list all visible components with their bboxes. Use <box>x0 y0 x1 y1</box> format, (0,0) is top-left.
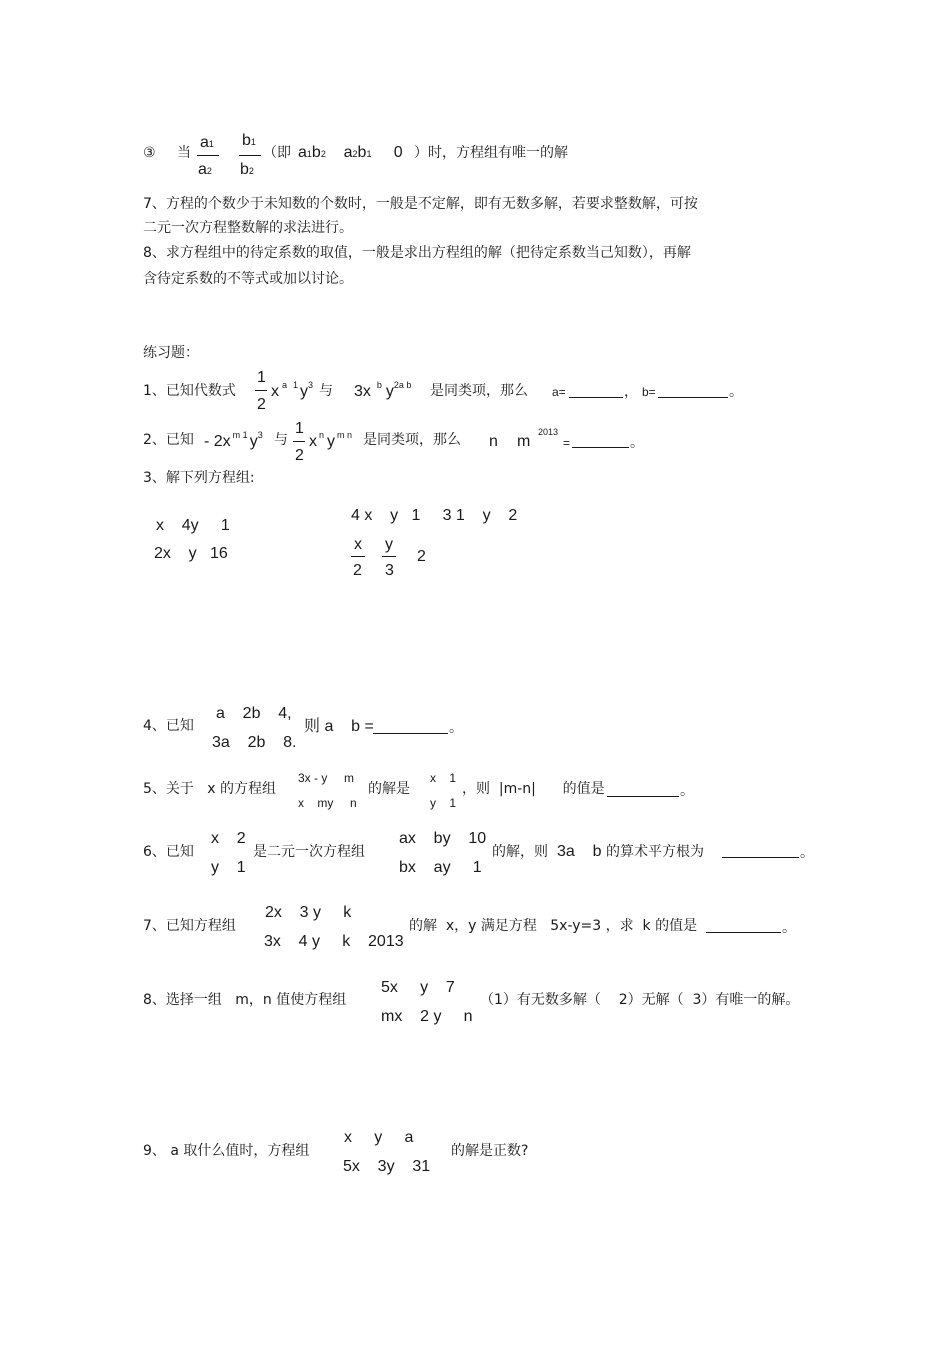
frac-b2: b2 <box>240 161 254 178</box>
q1-b-blank[interactable] <box>658 385 728 398</box>
q2-end: 。 <box>630 435 644 451</box>
q6-tail: 的算术平方根为 <box>606 844 704 860</box>
frac-a2: a2 <box>198 161 212 178</box>
q3-sys2-row1: 4 x y 1 3 1 y 2 <box>351 507 518 524</box>
q1-a-blank[interactable] <box>569 385 623 398</box>
para-8-line-1: 8、求方程组中的待定系数的取值，一般是求出方程组的解（把待定系数当己知数），再解 <box>143 245 691 261</box>
q5-sol-1: x 1 <box>430 771 457 785</box>
q5-then: ，则 |m-n| 的值是 <box>462 781 605 797</box>
q5-end: 。 <box>680 783 694 799</box>
q1-end: 。 <box>729 384 743 400</box>
q2-frac-num: 1 <box>295 420 304 437</box>
q4-row2: 3a 2b 8. <box>212 734 297 751</box>
q2-m: m <box>517 433 531 450</box>
q5-sol-2: y 1 <box>430 796 457 810</box>
q3-sys1-row2: 2x y 16 <box>154 545 228 562</box>
q6-sol-2: y 1 <box>211 859 246 876</box>
q2-mid: 是同类项，那么 <box>363 432 461 448</box>
q2-exp: 2013 <box>538 427 559 437</box>
q7-row2: 3x 4 y k 2013 <box>264 933 404 950</box>
q8-tail: （1）有无数多解（ 2）无解（ 3）有唯一的解。 <box>480 992 800 1008</box>
q3-label: 3、解下列方程组: <box>143 470 255 486</box>
q9-label: 9、 a 取什么值时，方程组 <box>143 1143 310 1159</box>
frac-line-a <box>197 155 219 156</box>
q6-row1: ax by 10 <box>399 830 487 847</box>
q9-tail: 的解是正数? <box>451 1143 529 1159</box>
q2-n: n <box>489 433 498 450</box>
q3-sys1-row1: x 4y 1 <box>156 517 230 534</box>
q9-row2: 5x 3y 31 <box>343 1158 431 1175</box>
q2-label: 2、已知 <box>143 432 194 448</box>
frac-line-b <box>239 155 261 156</box>
q7-blank[interactable] <box>706 920 781 933</box>
q1-a-eq: a= <box>552 385 566 399</box>
q6-then: 的解，则 <box>492 844 548 860</box>
q2-term-1: - 2x $^{m 1}$ $y^3$ <box>204 430 263 450</box>
q6-row2: bx ay 1 <box>399 859 482 876</box>
q1-comma: ， <box>624 384 638 400</box>
q8-row1: 5x y 7 <box>381 979 455 996</box>
q1-label: 1、已知代数式 <box>143 383 236 399</box>
frac-a1: a1 <box>200 134 214 151</box>
q3-sys2-d1: 2 <box>353 562 362 579</box>
q6-sol-1: x 2 <box>211 830 246 847</box>
q7-label: 7、已知方程组 <box>143 918 236 934</box>
q2-blank[interactable] <box>572 435 629 448</box>
q1-term-1: x $^a$ $^1$ $y^3$ <box>271 380 314 400</box>
para-7-line-1: 7、方程的个数少于未知数的个数时，一般是不定解，即有无数多解，若要求整数解，可按 <box>143 196 698 212</box>
q1-frac-line <box>255 390 267 391</box>
cond-tail: ）时，方程组有唯一的解 <box>414 145 568 161</box>
q2-eq: = <box>563 436 571 450</box>
q5-mid: 的解是 <box>368 781 410 797</box>
q3-frac-line-y <box>382 556 396 557</box>
q4-blank[interactable] <box>373 721 448 734</box>
q5-blank[interactable] <box>607 784 679 797</box>
q1-b-eq: b= <box>642 385 656 399</box>
q8-label: 8、选择一组 m，n 值使方程组 <box>143 992 347 1008</box>
cond-expr: a1b2 a2b1 0 <box>298 144 403 161</box>
exercise-title: 练习题： <box>143 345 199 361</box>
q5-row2: x my n <box>298 796 357 810</box>
q7-mid: 的解 x，y 满足方程 5x-y=3 ，求 k 的值是 <box>409 918 698 934</box>
para-8-line-2: 含待定系数的不等式或加以讨论。 <box>143 271 353 287</box>
q4-end: 。 <box>449 720 463 736</box>
q1-yu: 与 <box>319 383 333 399</box>
item-3-marker: ③ <box>143 145 156 161</box>
q6-mid: 是二元一次方程组 <box>253 844 365 860</box>
q3-sys2-y: y <box>385 536 393 553</box>
q4-row1: a 2b 4, <box>216 705 292 722</box>
q5-label: 5、关于 x 的方程组 <box>143 781 276 797</box>
q8-row2: mx 2 y n <box>381 1008 473 1025</box>
q2-yu: 与 <box>274 432 288 448</box>
q3-sys2-d2: 3 <box>385 562 394 579</box>
q4-label: 4、已知 <box>143 718 194 734</box>
q6-end: 。 <box>800 845 814 861</box>
q6-label: 6、已知 <box>143 844 194 860</box>
q4-then: 则 a b = <box>304 718 374 735</box>
q6-blank[interactable] <box>722 845 799 858</box>
para-7-line-2: 二元一次方程整数解的求法进行。 <box>143 220 353 236</box>
q1-frac-num: 1 <box>257 369 266 386</box>
when-text: 当 <box>177 145 191 161</box>
q7-row1: 2x 3 y k <box>265 904 352 921</box>
q1-term-2: 3x $^b$ $y^{2a b}$ <box>354 380 412 400</box>
q9-row1: x y a <box>344 1129 414 1146</box>
frac-b1: b1 <box>242 132 256 149</box>
q1-mid: 是同类项，那么 <box>430 383 528 399</box>
q7-end: 。 <box>782 920 796 936</box>
q6-expr: 3a b <box>557 843 602 860</box>
q2-term-2: x $^n$ y $^{m n}$ <box>309 430 353 450</box>
q3-frac-line-x <box>351 556 365 557</box>
q3-sys2-rhs: 2 <box>417 548 426 565</box>
q5-row1: 3x - y m <box>298 771 355 785</box>
q2-frac-den: 2 <box>295 447 304 464</box>
q2-frac-line <box>293 441 305 442</box>
q3-sys2-x: x <box>354 536 362 553</box>
ji-text: （即 <box>263 145 291 161</box>
q1-frac-den: 2 <box>257 396 266 413</box>
